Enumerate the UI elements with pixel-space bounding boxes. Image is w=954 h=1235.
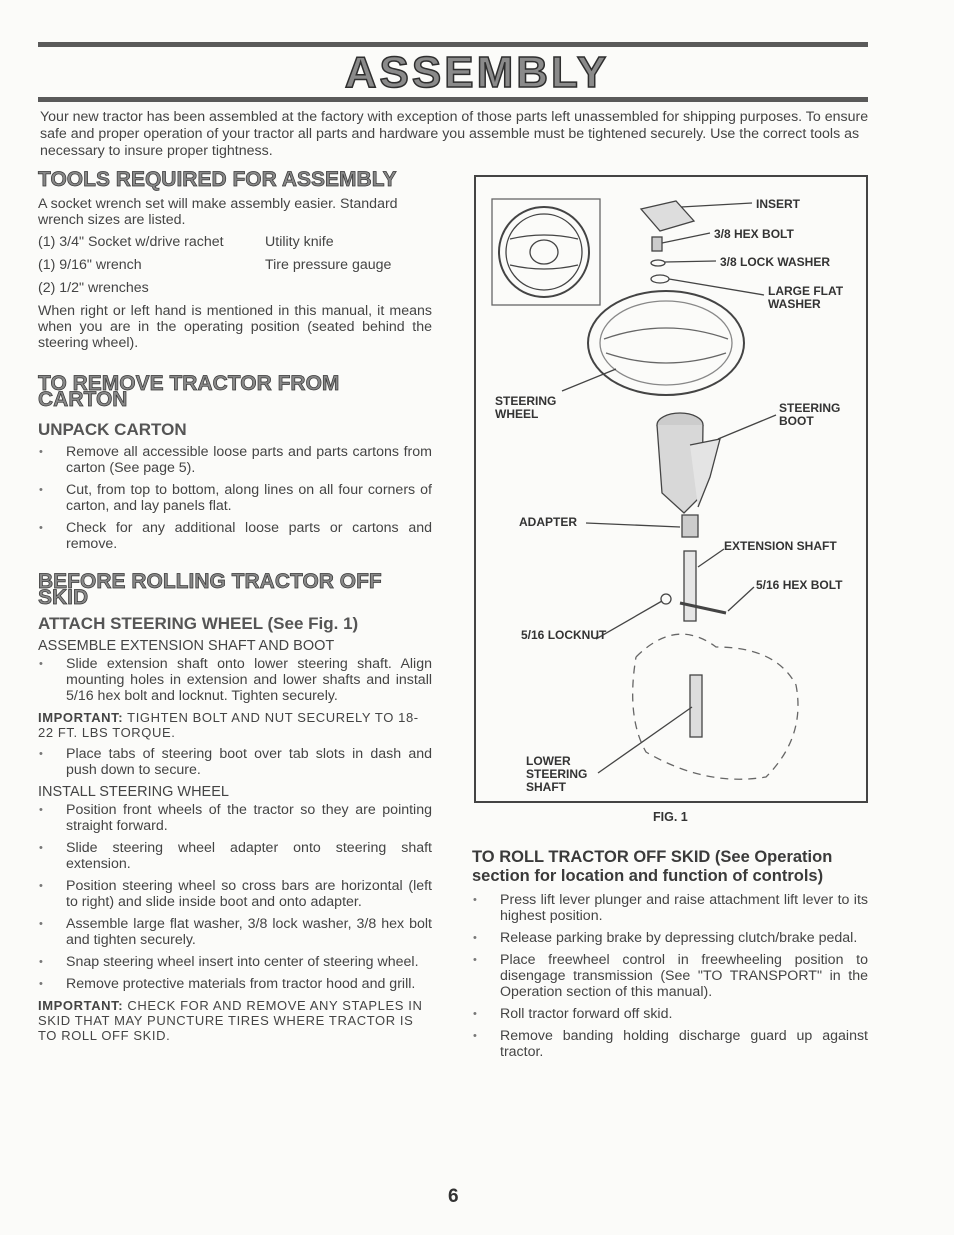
unpack-list [38, 444, 432, 552]
steering-assembly-illustration [476, 177, 866, 801]
important-note-2 [38, 998, 432, 1043]
list-item: • Roll tractor forward off skid. [472, 1006, 868, 1022]
tool-item: (2) 1/2" wrenches [38, 280, 149, 296]
important-label: IMPORTANT: [38, 710, 124, 725]
before-heading: BEFORE ROLLING TRACTOR OFF SKID [38, 570, 382, 609]
roll-heading: TO ROLL TRACTOR OFF SKID (See Operation section for location and function of controls) [472, 848, 833, 885]
figure-1 [474, 175, 868, 803]
page-title: ASSEMBLY [344, 48, 610, 97]
list-item: • Slide steering wheel adapter onto steering shaft extension. [38, 840, 432, 872]
list-item: • Remove protective materials from tractor hood and grill. [38, 976, 432, 992]
label-steering-wheel: STEERING WHEEL [495, 394, 557, 421]
left-column [38, 168, 432, 1043]
tool-item: Utility knife [265, 234, 334, 250]
list-item: • Position steering wheel so cross bars are horizontal (left to right) and slide inside boot and onto adapter. [38, 878, 432, 910]
list-item: • Position front wheels of the tractor so they are pointing straight forward. [38, 802, 432, 834]
assemble-list [38, 656, 432, 704]
boot-list [38, 746, 432, 778]
tools-text: A socket wrench set will make assembly easier. Standard wrench sizes are listed. [38, 196, 398, 228]
important-text: CHECK FOR AND REMOVE ANY STAPLES IN SKID THAT MAY PUNCTURE TIRES WHERE TRACTOR IS TO ROLL OFF SKID. [38, 998, 423, 1043]
tool-item: (1) 3/4" Socket w/drive rachet [38, 234, 224, 250]
unpack-subheading: UNPACK CARTON [38, 420, 187, 439]
label-lock-washer: 3/8 LOCK WASHER [720, 255, 831, 269]
header-rule-top [38, 42, 868, 47]
list-item: • Press lift lever plunger and raise attachment lift lever to its highest position. [472, 892, 868, 924]
list-item: • Release parking brake by depressing clutch/brake pedal. [472, 930, 868, 946]
header-rule-bottom [38, 97, 868, 102]
important-label: IMPORTANT: [38, 998, 124, 1013]
install-heading: INSTALL STEERING WHEEL [38, 784, 229, 800]
label-516-hex-bolt: 5/16 HEX BOLT [756, 578, 843, 592]
label-38-hex-bolt: 3/8 HEX BOLT [714, 227, 794, 241]
hand-note: When right or left hand is mentioned in this manual, it means when you are in the operating position (seated behind the steering wheel). [38, 303, 432, 351]
label-adapter: ADAPTER [519, 515, 578, 529]
list-item: • Remove banding holding discharge guard up against tractor. [472, 1028, 868, 1060]
tool-item: Tire pressure gauge [265, 257, 392, 273]
label-lower-steering-shaft: LOWER STEERING SHAFT [526, 754, 588, 794]
list-item: • Check for any additional loose parts or cartons and remove. [38, 520, 432, 552]
list-item: • Place tabs of steering boot over tab slots in dash and push down to secure. [38, 746, 432, 778]
label-steering-boot: STEERING BOOT [779, 401, 841, 428]
attach-subheading: ATTACH STEERING WHEEL (See Fig. 1) [38, 614, 359, 633]
install-list [38, 802, 432, 992]
important-note-1 [38, 710, 432, 740]
page-number: 6 [448, 1186, 459, 1207]
right-column [472, 848, 868, 1060]
tools-list [38, 234, 432, 296]
list-item: • Snap steering wheel insert into center of steering wheel. [38, 954, 432, 970]
intro-paragraph: Your new tractor has been assembled at the factory with exception of those parts left unassembled for shipping purposes. To ensure safe and proper operation of your tractor all parts and hardware you assemble must be tightened securely. Use the correct tools as necessary to insure proper tightness. [40, 109, 869, 159]
list-item: • Assemble large flat washer, 3/8 lock washer, 3/8 hex bolt and tighten securely. [38, 916, 432, 948]
list-item: • Cut, from top to bottom, along lines on all four corners of carton, and lay panels flat. [38, 482, 432, 514]
assemble-heading: ASSEMBLE EXTENSION SHAFT AND BOOT [38, 638, 335, 654]
label-insert: INSERT [756, 197, 801, 211]
label-extension-shaft: EXTENSION SHAFT [724, 539, 837, 553]
list-item: • Remove all accessible loose parts and parts cartons from carton (See page 5). [38, 444, 432, 476]
label-locknut: 5/16 LOCKNUT [521, 628, 607, 642]
tools-heading: TOOLS REQUIRED FOR ASSEMBLY [38, 168, 397, 191]
label-large-flat-washer: LARGE FLAT WASHER [768, 284, 844, 311]
remove-heading: TO REMOVE TRACTOR FROM CARTON [38, 372, 340, 411]
list-item: • Place freewheel control in freewheeling position to disengage transmission (See "TO TRANSPORT" in the Operation section of this manual). [472, 952, 868, 1000]
tool-item [265, 280, 432, 296]
roll-list [472, 892, 868, 1060]
tool-item: (1) 9/16" wrench [38, 257, 142, 273]
figure-caption: FIG. 1 [653, 810, 688, 824]
important-text: TIGHTEN BOLT AND NUT SECURELY TO 18-22 FT. LBS TORQUE. [38, 710, 419, 740]
list-item: • Slide extension shaft onto lower steering shaft. Align mounting holes in extension and lower shafts and install 5/16 hex bolt and locknut. Tighten securely. [38, 656, 432, 704]
